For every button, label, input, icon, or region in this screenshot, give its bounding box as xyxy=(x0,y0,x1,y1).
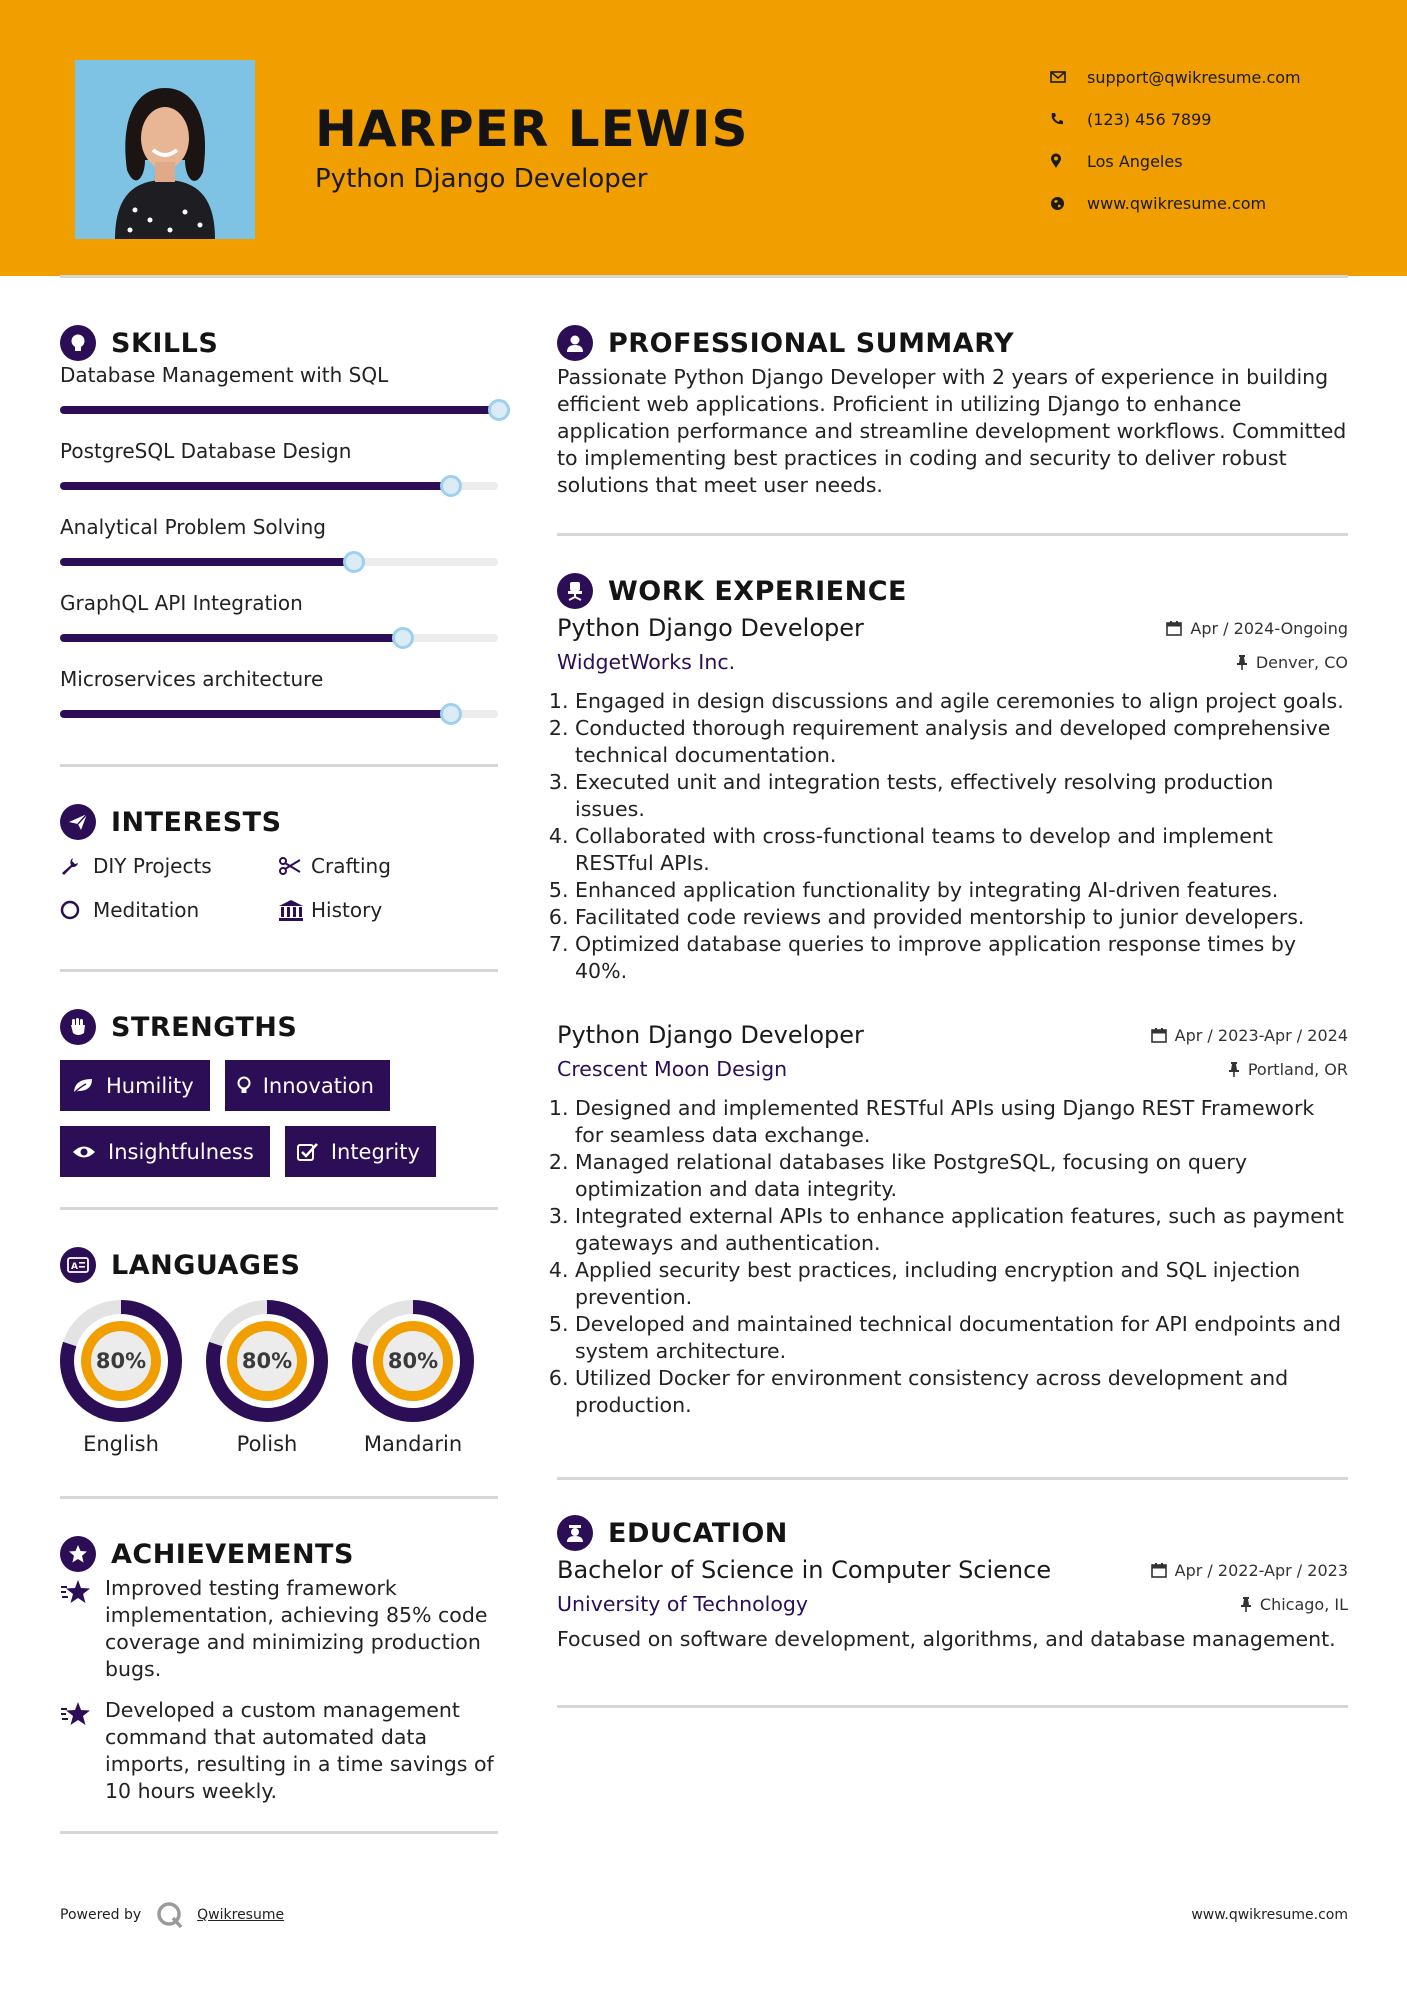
education-location xyxy=(1240,1595,1348,1614)
job-bullet: 1. Engaged in design discussions and agile ceremonies to align project goals. xyxy=(575,688,1348,715)
contact-phone[interactable] xyxy=(1050,98,1301,140)
language-icon xyxy=(60,1247,96,1283)
circle-icon xyxy=(60,900,93,920)
skill-bar xyxy=(60,466,498,512)
strength-label: Insightfulness xyxy=(108,1139,254,1164)
achievement-text: Improved testing framework implementation, achieving 85% code coverage and minimizing production bugs. xyxy=(105,1576,488,1681)
strengths-list xyxy=(60,1060,498,1177)
language-percent: 80% xyxy=(241,1349,293,1373)
pushpin-icon xyxy=(1236,654,1248,670)
job-bullet: 1. Designed and implemented RESTful APIs using Django REST Framework for seamless data exchange. xyxy=(575,1095,1348,1149)
section-divider xyxy=(557,533,1348,536)
interest-item xyxy=(278,893,498,927)
skill-bar xyxy=(60,390,498,436)
contact-phone-text: (123) 456 7899 xyxy=(1087,109,1212,129)
strength-chip xyxy=(60,1126,270,1177)
powered-by-label: Powered by xyxy=(60,1907,142,1923)
job-bullet: 5. Developed and maintained technical documentation for API endpoints and system architecture. xyxy=(575,1311,1348,1365)
envelope-icon xyxy=(1050,71,1087,83)
job-bullets xyxy=(557,688,1348,985)
strength-label: Integrity xyxy=(330,1139,420,1164)
eye-icon xyxy=(72,1144,96,1160)
education-degree: Bachelor of Science in Computer Science xyxy=(557,1556,1052,1584)
pushpin-icon xyxy=(1228,1061,1240,1077)
skill-name: GraphQL API Integration xyxy=(60,591,303,615)
languages-heading xyxy=(60,1240,498,1290)
interest-item xyxy=(60,893,278,927)
job-company: Crescent Moon Design xyxy=(557,1057,788,1081)
contact-website[interactable] xyxy=(1050,182,1301,224)
job-header xyxy=(557,614,1348,642)
graduate-icon xyxy=(557,1515,593,1551)
job-date-text: Apr / 2023-Apr / 2024 xyxy=(1174,1025,1348,1045)
skill-item xyxy=(60,436,498,512)
header-banner xyxy=(0,0,1407,276)
skill-fill xyxy=(60,710,450,718)
strengths-heading xyxy=(60,1002,498,1052)
strength-chip xyxy=(285,1126,436,1177)
job-subheader xyxy=(557,650,1348,674)
achievement-text: Developed a custom management command that automated data imports, resulting in a time savings of 10 hours weekly. xyxy=(105,1698,494,1803)
job-bullet: 4. Collaborated with cross-functional teams to develop and implement RESTful APIs. xyxy=(575,823,1348,877)
section-divider xyxy=(557,1477,1348,1480)
interest-label: Crafting xyxy=(311,854,391,878)
skill-name: PostgreSQL Database Design xyxy=(60,439,352,463)
skill-item xyxy=(60,360,498,436)
language-ring xyxy=(352,1300,474,1422)
interests-heading xyxy=(60,797,498,847)
checkbox-icon xyxy=(297,1142,319,1162)
strengths-title: STRENGTHS xyxy=(111,1011,298,1043)
star-icon xyxy=(60,1575,105,1683)
skill-item xyxy=(60,664,498,740)
job-subheader xyxy=(557,1057,1348,1081)
job-bullet: 4. Applied security best practices, including encryption and SQL injection prevention. xyxy=(575,1257,1348,1311)
svg-text:A: A xyxy=(71,1262,78,1272)
job-bullets xyxy=(557,1095,1348,1419)
skill-name: Microservices architecture xyxy=(60,667,324,691)
powered-by xyxy=(60,1900,284,1930)
contact-website-text: www.qwikresume.com xyxy=(1087,193,1267,213)
phone-icon xyxy=(1050,112,1087,126)
education-entry xyxy=(557,1556,1348,1653)
skills-list xyxy=(60,360,498,740)
skill-knob xyxy=(343,551,365,573)
language-ring xyxy=(60,1300,182,1422)
job-bullet: 7. Optimized database queries to improve application response times by 40%. xyxy=(575,931,1348,985)
office-chair-icon xyxy=(557,573,593,609)
skill-name: Analytical Problem Solving xyxy=(60,515,326,539)
section-divider xyxy=(60,1831,498,1834)
contact-email-text: support@qwikresume.com xyxy=(1087,67,1301,87)
skill-knob xyxy=(440,475,462,497)
footer-website[interactable]: www.qwikresume.com xyxy=(1191,1907,1348,1923)
job-date xyxy=(1166,619,1348,638)
skill-item xyxy=(60,588,498,664)
section-divider xyxy=(60,1207,498,1210)
interest-label: History xyxy=(311,898,383,922)
fist-icon xyxy=(60,1009,96,1045)
skill-fill xyxy=(60,406,498,414)
languages-list xyxy=(60,1300,498,1456)
language-percent: 80% xyxy=(387,1349,439,1373)
job-bullet: 2. Managed relational databases like PostgreSQL, focusing on query optimization and data integrity. xyxy=(575,1149,1348,1203)
strength-chip xyxy=(60,1060,210,1111)
language-ring xyxy=(206,1300,328,1422)
right-column xyxy=(557,318,1348,1708)
qwikresume-logo-icon xyxy=(155,1900,185,1930)
interests-list xyxy=(60,849,498,927)
job-bullet: 2. Conducted thorough requirement analysis and developed comprehensive technical documentation. xyxy=(575,715,1348,769)
achievements-heading xyxy=(60,1529,498,1579)
skill-fill xyxy=(60,482,450,490)
skill-knob xyxy=(440,703,462,725)
education-title: EDUCATION xyxy=(608,1517,788,1549)
job-date xyxy=(1151,1026,1348,1045)
skill-knob xyxy=(392,627,414,649)
profile-photo xyxy=(75,60,255,239)
job-location-text: Portland, OR xyxy=(1247,1059,1348,1079)
wrench-icon xyxy=(60,856,93,876)
lightbulb-icon xyxy=(237,1076,251,1096)
contact-email[interactable] xyxy=(1050,56,1301,98)
experience-heading xyxy=(557,566,1348,616)
education-header xyxy=(557,1556,1348,1584)
museum-icon xyxy=(278,899,311,921)
achievements-title: ACHIEVEMENTS xyxy=(111,1538,354,1570)
candidate-name: HARPER LEWIS xyxy=(315,100,749,158)
skill-knob xyxy=(488,399,510,421)
skill-name: Database Management with SQL xyxy=(60,363,389,387)
section-divider xyxy=(60,1496,498,1499)
skill-bar xyxy=(60,542,498,588)
education-date xyxy=(1151,1561,1348,1580)
user-icon xyxy=(557,325,593,361)
globe-icon xyxy=(1050,196,1087,211)
section-divider xyxy=(60,764,498,767)
job-title: Python Django Developer xyxy=(557,614,864,642)
interest-item xyxy=(60,849,278,883)
skill-item xyxy=(60,512,498,588)
strength-label: Innovation xyxy=(262,1073,374,1098)
interest-item xyxy=(278,849,498,883)
skill-bar xyxy=(60,694,498,740)
experience-title: WORK EXPERIENCE xyxy=(608,575,907,607)
powered-by-brand[interactable]: Qwikresume xyxy=(197,1907,285,1923)
strength-chip xyxy=(225,1060,390,1111)
language-name: English xyxy=(83,1432,159,1456)
calendar-icon xyxy=(1151,1562,1167,1578)
skill-bar xyxy=(60,618,498,664)
summary-title: PROFESSIONAL SUMMARY xyxy=(608,327,1015,359)
language-name: Mandarin xyxy=(363,1432,463,1456)
skill-fill xyxy=(60,558,353,566)
interest-label: Meditation xyxy=(93,898,200,922)
lightbulb-icon xyxy=(60,325,96,361)
contact-location xyxy=(1050,140,1301,182)
education-location-text: Chicago, IL xyxy=(1259,1594,1348,1614)
job-bullet: 3. Integrated external APIs to enhance application features, such as payment gateways and authentication. xyxy=(575,1203,1348,1257)
pushpin-icon xyxy=(1240,1596,1252,1612)
achievements-list xyxy=(60,1575,498,1805)
job-bullet: 3. Executed unit and integration tests, effectively resolving production issues. xyxy=(575,769,1348,823)
job-header xyxy=(557,1021,1348,1049)
candidate-role: Python Django Developer xyxy=(315,164,648,194)
job-bullet: 6. Utilized Docker for environment consistency across development and production. xyxy=(575,1365,1348,1419)
job-bullet: 6. Facilitated code reviews and provided mentorship to junior developers. xyxy=(575,904,1348,931)
language-name: Polish xyxy=(236,1432,298,1456)
map-pin-icon xyxy=(1050,153,1087,169)
summary-text: Passionate Python Django Developer with 2 years of experience in building efficient web applications. Proficient in utilizing Django to enhance application performance and streamline development workflows. Committed to implementing best practices in coding and security to deliver robust solutions that meet user needs. xyxy=(557,365,1347,497)
section-divider xyxy=(60,969,498,972)
job-date-text: Apr / 2024-Ongoing xyxy=(1190,618,1348,638)
interest-label: DIY Projects xyxy=(93,854,212,878)
scissors-icon xyxy=(278,857,311,875)
education-school: University of Technology xyxy=(557,1592,809,1616)
header-divider xyxy=(60,275,1348,278)
job-title: Python Django Developer xyxy=(557,1021,864,1049)
interests-title: INTERESTS xyxy=(111,806,282,838)
skill-fill xyxy=(60,634,402,642)
achievement-item xyxy=(60,1575,498,1683)
achievement-item xyxy=(60,1697,498,1805)
contact-list xyxy=(1050,56,1301,224)
education-subheader xyxy=(557,1592,1348,1616)
education-description: Focused on software development, algorithms, and database management. xyxy=(557,1627,1336,1651)
education-heading xyxy=(557,1508,1348,1558)
calendar-icon xyxy=(1151,1027,1167,1043)
strength-label: Humility xyxy=(106,1073,194,1098)
job-location xyxy=(1236,653,1348,672)
leaf-icon xyxy=(72,1077,94,1095)
paper-plane-icon xyxy=(60,804,96,840)
star-icon xyxy=(60,1697,105,1805)
left-column xyxy=(60,318,498,1834)
job-entry xyxy=(557,1021,1348,1419)
job-bullet: 5. Enhanced application functionality by integrating AI-driven features. xyxy=(575,877,1348,904)
summary-heading xyxy=(557,318,1348,368)
job-location-text: Denver, CO xyxy=(1255,652,1348,672)
education-date-text: Apr / 2022-Apr / 2023 xyxy=(1174,1560,1348,1580)
job-company: WidgetWorks Inc. xyxy=(557,650,736,674)
calendar-icon xyxy=(1166,620,1182,636)
language-item xyxy=(60,1300,206,1456)
language-item xyxy=(352,1300,498,1456)
star-badge-icon xyxy=(60,1536,96,1572)
job-entry xyxy=(557,614,1348,985)
section-divider xyxy=(557,1705,1348,1708)
footer xyxy=(60,1900,1348,1930)
job-location xyxy=(1228,1060,1348,1079)
languages-title: LANGUAGES xyxy=(111,1249,301,1281)
skills-title: SKILLS xyxy=(111,327,219,359)
contact-location-text: Los Angeles xyxy=(1087,151,1183,171)
language-percent: 80% xyxy=(95,1349,147,1373)
language-item xyxy=(206,1300,352,1456)
